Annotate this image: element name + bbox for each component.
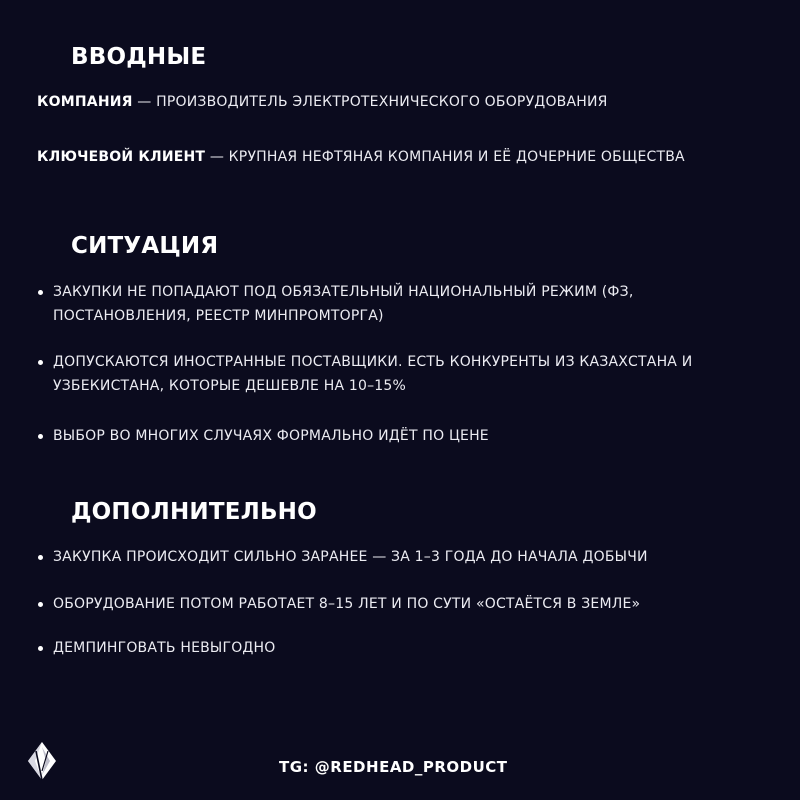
bullet-icon	[38, 290, 43, 295]
list-item	[37, 592, 777, 616]
list-item-text: ЗАКУПКИ НЕ ПОПАДАЮТ ПОД ОБЯЗАТЕЛЬНЫЙ НАЦИОНАЛЬНЫЙ РЕЖИМ (ФЗ, ПОСТАНОВЛЕНИЯ, РЕЕСТР МИНПРОМТОРГА)	[53, 284, 634, 324]
client-label: КЛЮЧЕВОЙ КЛИЕНТ	[37, 149, 206, 165]
list-item	[37, 424, 777, 448]
situation-title: СИТУАЦИЯ	[71, 233, 219, 259]
telegram-channel[interactable]: TG: @REDHEAD_PRODUCT	[279, 758, 508, 776]
list-item	[37, 636, 777, 660]
additional-title: ДОПОЛНИТЕЛЬНО	[71, 499, 317, 525]
client-text: — КРУПНАЯ НЕФТЯНАЯ КОМПАНИЯ И ЕЁ ДОЧЕРНИЕ ОБЩЕСТВА	[205, 149, 685, 165]
list-item-text: ВЫБОР ВО МНОГИХ СЛУЧАЯХ ФОРМАЛЬНО ИДЁТ ПО ЦЕНЕ	[53, 428, 489, 444]
company-label: КОМПАНИЯ	[37, 94, 133, 110]
diamond-logo-icon	[26, 741, 58, 781]
intro-title: ВВОДНЫЕ	[71, 44, 207, 70]
company-text: — ПРОИЗВОДИТЕЛЬ ЭЛЕКТРОТЕХНИЧЕСКОГО ОБОРУДОВАНИЯ	[132, 94, 608, 110]
list-item	[37, 280, 737, 328]
bullet-icon	[38, 434, 43, 439]
intro-company	[37, 89, 757, 116]
bullet-icon	[38, 360, 43, 365]
list-item-text: ДОПУСКАЮТСЯ ИНОСТРАННЫЕ ПОСТАВЩИКИ. ЕСТЬ КОНКУРЕНТЫ ИЗ КАЗАХСТАНА И УЗБЕКИСТАНА, КОТОРЫЕ ДЕШЕВЛЕ НА 10–15%	[53, 354, 693, 394]
list-item	[37, 350, 717, 398]
list-item	[37, 545, 777, 569]
list-item-text: ЗАКУПКА ПРОИСХОДИТ СИЛЬНО ЗАРАНЕЕ — ЗА 1–3 ГОДА ДО НАЧАЛА ДОБЫЧИ	[53, 549, 648, 565]
bullet-icon	[38, 602, 43, 607]
intro-client	[37, 144, 717, 171]
list-item-text: ДЕМПИНГОВАТЬ НЕВЫГОДНО	[53, 640, 276, 656]
bullet-icon	[38, 646, 43, 651]
list-item-text: ОБОРУДОВАНИЕ ПОТОМ РАБОТАЕТ 8–15 ЛЕТ И ПО СУТИ «ОСТАЁТСЯ В ЗЕМЛЕ»	[53, 596, 641, 612]
bullet-icon	[38, 555, 43, 560]
